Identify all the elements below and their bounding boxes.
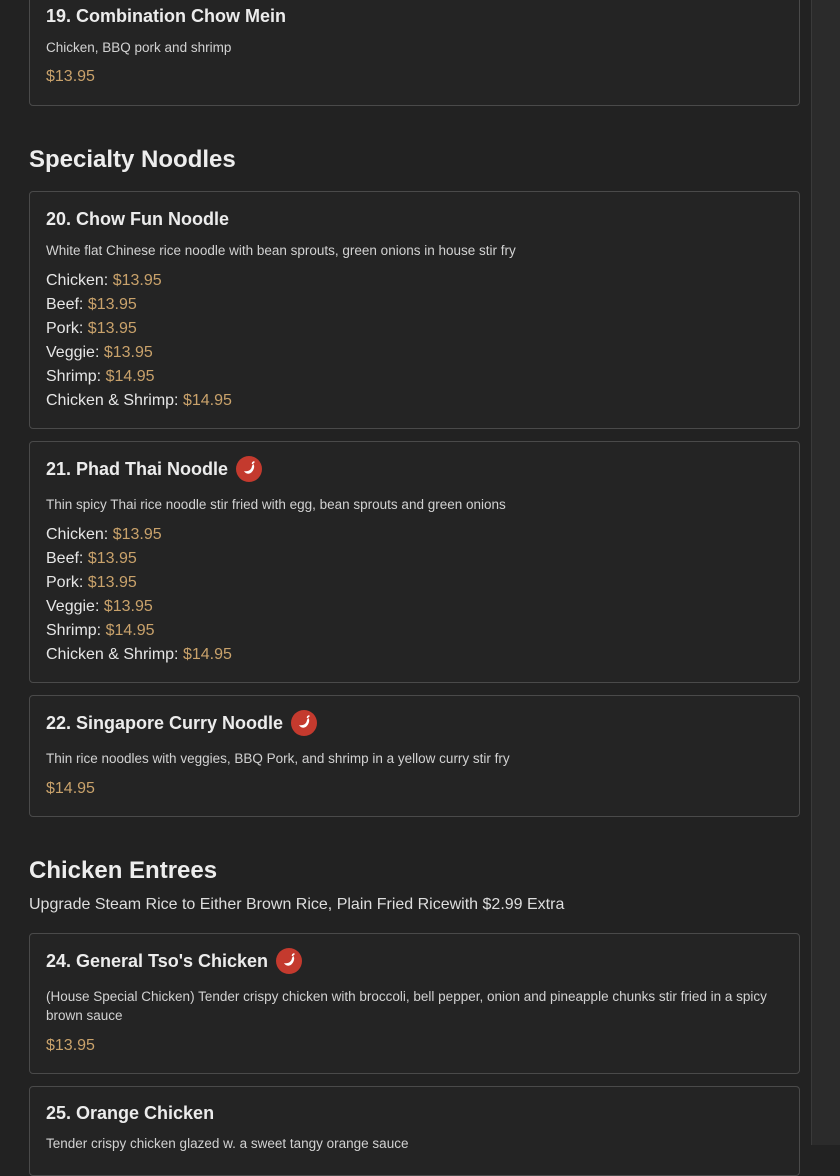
item-description: Chicken, BBQ pork and shrimp — [46, 40, 232, 55]
menu-item-card[interactable] — [29, 191, 800, 429]
price-option: Beef: $13.95 — [46, 296, 137, 313]
menu-item-card[interactable] — [29, 933, 800, 1074]
item-title: 21. Phad Thai Noodle — [46, 456, 262, 482]
price-option: Veggie: $13.95 — [46, 344, 153, 361]
menu-item-card[interactable] — [29, 0, 800, 106]
price-option: Chicken & Shrimp: $14.95 — [46, 392, 232, 409]
price-option: Chicken: $13.95 — [46, 272, 162, 289]
scrollbar[interactable] — [811, 0, 840, 1145]
item-title: 22. Singapore Curry Noodle — [46, 710, 317, 736]
price-option: Pork: $13.95 — [46, 320, 137, 337]
item-description: (House Special Chicken) Tender crispy chicken with broccoli, bell pepper, onion and pineapple chunks stir fried in a spicy brown sauce — [46, 989, 767, 1023]
item-price: $13.95 — [46, 1037, 95, 1054]
spicy-pepper-icon — [236, 456, 262, 482]
price-option: Pork: $13.95 — [46, 574, 137, 591]
section-title: Chicken Entrees — [29, 857, 218, 884]
section-subtitle: Upgrade Steam Rice to Either Brown Rice, Plain Fried Ricewith $2.99 Extra — [29, 896, 565, 913]
item-title: 19. Combination Chow Mein — [46, 6, 287, 26]
section-title: Specialty Noodles — [29, 146, 236, 173]
price-option: Shrimp: $14.95 — [46, 622, 155, 639]
item-title: 25. Orange Chicken — [46, 1103, 215, 1123]
item-price: $13.95 — [46, 68, 95, 85]
item-price: $14.95 — [46, 780, 95, 797]
item-description: Thin spicy Thai rice noodle stir fried with egg, bean sprouts and green onions — [46, 497, 506, 512]
item-title: 24. General Tso's Chicken — [46, 948, 302, 974]
menu-item-card[interactable] — [29, 441, 800, 683]
price-option: Veggie: $13.95 — [46, 598, 153, 615]
spicy-pepper-icon — [291, 710, 317, 736]
item-title: 20. Chow Fun Noodle — [46, 209, 229, 229]
menu-item-card[interactable] — [29, 1086, 800, 1176]
price-option: Beef: $13.95 — [46, 550, 137, 567]
price-option: Shrimp: $14.95 — [46, 368, 155, 385]
menu-item-card[interactable] — [29, 695, 800, 817]
item-description: Tender crispy chicken glazed w. a sweet tangy orange sauce — [46, 1136, 409, 1151]
price-option: Chicken & Shrimp: $14.95 — [46, 646, 232, 663]
item-description: Thin rice noodles with veggies, BBQ Pork, and shrimp in a yellow curry stir fry — [46, 751, 510, 766]
spicy-pepper-icon — [276, 948, 302, 974]
price-option: Chicken: $13.95 — [46, 526, 162, 543]
item-description: White flat Chinese rice noodle with bean sprouts, green onions in house stir fry — [46, 243, 516, 258]
